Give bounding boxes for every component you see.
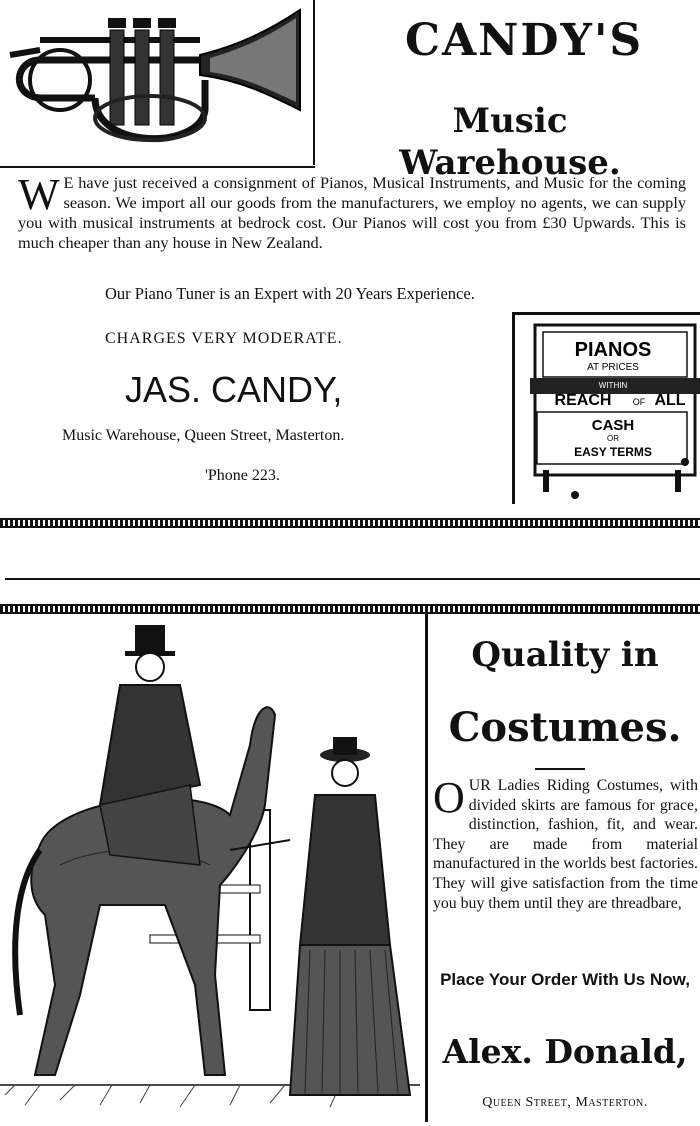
donald-call-to-action: Place Your Order With Us Now,: [440, 970, 690, 989]
candy-phone: 'Phone 223.: [205, 467, 280, 484]
piano-sign-line2: AT PRICES: [587, 362, 639, 373]
candy-address: Music Warehouse, Queen Street, Masterton.: [62, 427, 345, 444]
piano-icon: [525, 320, 700, 500]
candy-charges: CHARGES VERY MODERATE.: [105, 330, 343, 347]
divider-vertical-top: [313, 0, 315, 165]
candy-subtitle: Music Warehouse.: [399, 101, 621, 183]
piano-illustration: [525, 320, 700, 500]
candy-proprietor: JAS. CANDY,: [125, 369, 343, 410]
piano-box-left-border: [512, 312, 515, 504]
candy-body-paragraph: [18, 170, 686, 253]
section-separator-bottom-rule: [0, 518, 700, 528]
candy-body-line1: E have just received a consignment of Pianos, Musical Instruments, and Music for the coming season.: [63, 173, 686, 212]
donald-body-text: UR Ladies Riding Costumes, with divided skirts are famous for grace, distinction, fashion, fit, and wear. They are made from material manufactured in the worlds best factories. They will give satisfaction from the time you buy them until they are threadbare,: [433, 777, 698, 912]
riding-costume-illustration: [0, 615, 420, 1122]
donald-address: Queen Street, Masterton.: [482, 1095, 648, 1110]
piano-sign-line6: ALL: [654, 392, 686, 409]
candy-drop-cap: W: [18, 170, 60, 219]
ad-separator-thin-line: [5, 578, 700, 580]
piano-sign-line3: WITHIN: [598, 381, 628, 390]
cornet-illustration: [0, 0, 310, 165]
donald-body-paragraph: [433, 773, 698, 913]
donald-title-line2: Costumes.: [448, 704, 682, 751]
piano-sign-line5: OF: [632, 397, 646, 407]
donald-proprietor: Alex. Donald,: [442, 1032, 688, 1071]
piano-sign-line4: REACH: [554, 392, 612, 409]
piano-sign-line9: EASY TERMS: [574, 445, 652, 459]
candy-tuner-line: Our Piano Tuner is an Expert with 20 Years Experience.: [105, 284, 475, 303]
candy-title: CANDY'S: [405, 15, 644, 66]
donald-vertical-divider: [425, 614, 428, 1122]
divider-under-illustration: [0, 166, 315, 168]
candy-body-text: We import all our goods from the manufacturers, we employ no agents, we can supply you with musical instruments at bedrock cost. Our Pianos will cost you from £30 Upwards. This is much cheaper than any house in New Zealand.: [18, 193, 686, 252]
piano-sign-line1: PIANOS: [574, 339, 652, 361]
piano-sign-line7: CASH: [591, 417, 635, 434]
piano-box-top-border: [512, 312, 700, 315]
cornet-icon: [0, 0, 310, 165]
donald-top-rule: [0, 604, 700, 614]
horse-rider-icon: [0, 615, 420, 1122]
piano-sign-line8: OR: [607, 434, 619, 443]
donald-title-line1: Quality in: [471, 635, 659, 675]
donald-title-underline: [535, 768, 585, 770]
donald-drop-cap: O: [433, 773, 465, 822]
